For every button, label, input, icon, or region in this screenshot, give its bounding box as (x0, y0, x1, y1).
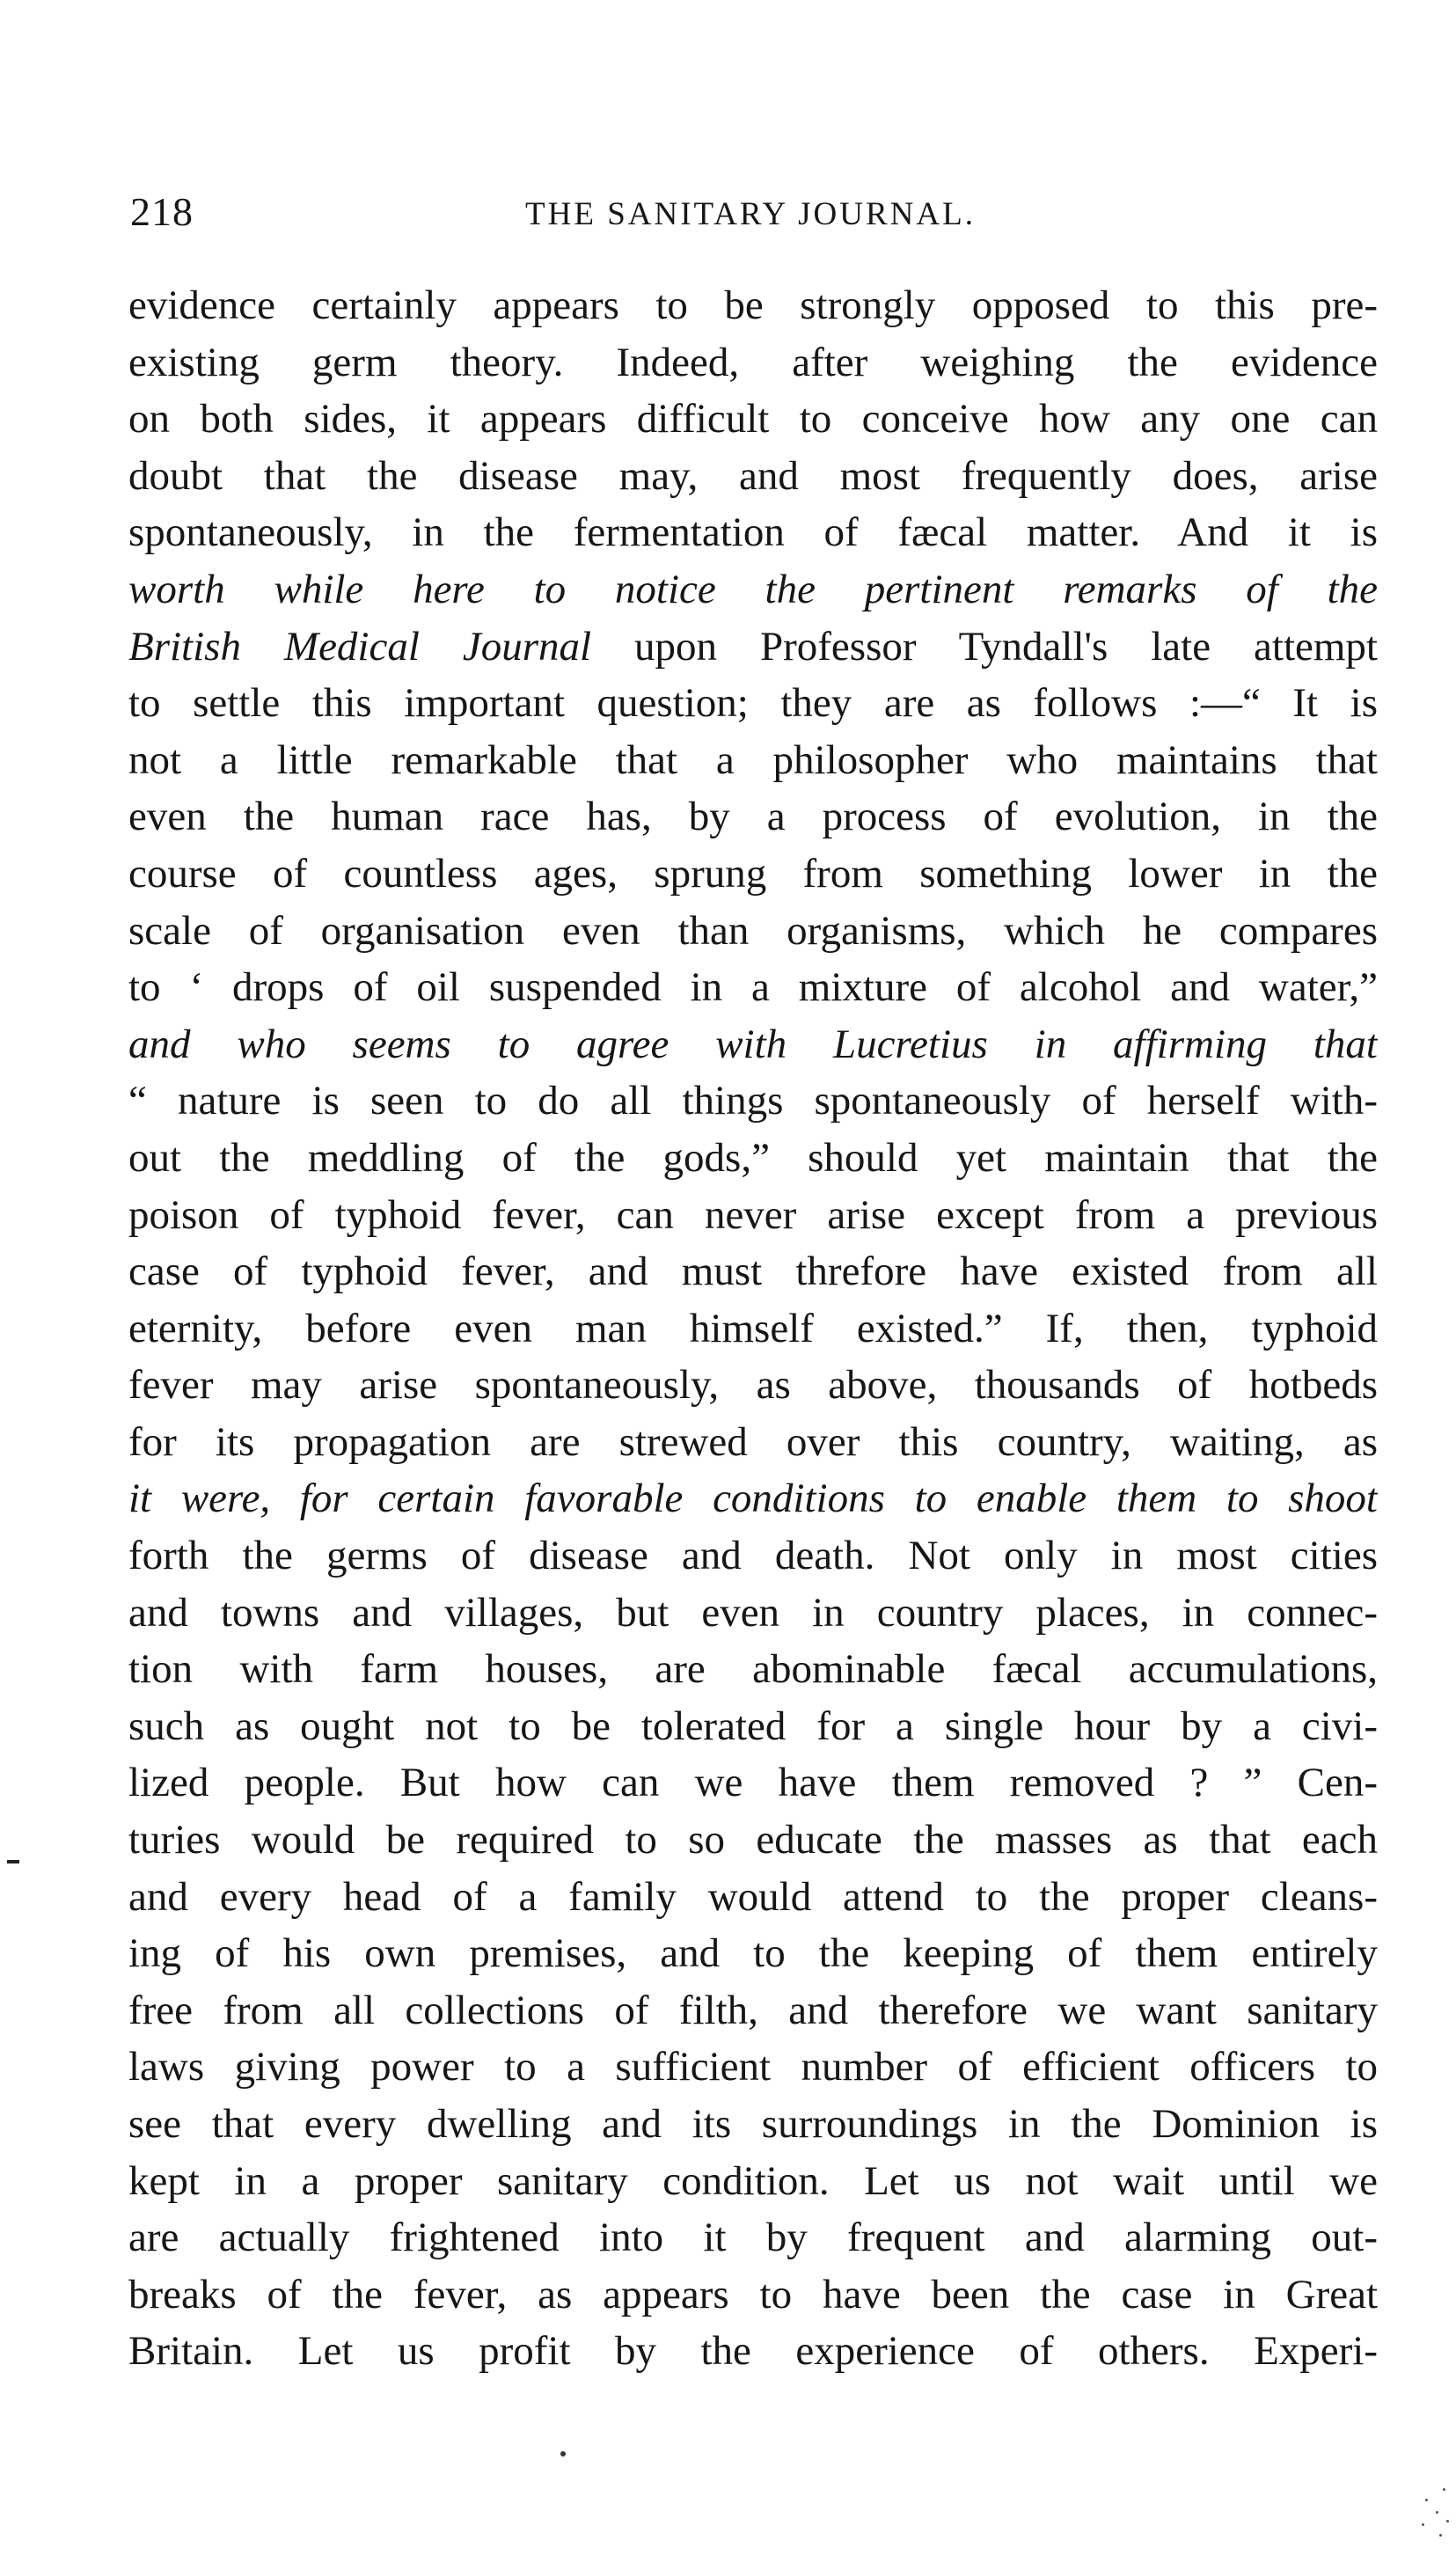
text-line: to settle this important question; they are as follows :—“ It is (128, 680, 1378, 727)
ink-dot-mark (560, 2451, 566, 2457)
text-line: kept in a proper sanitary condition. Let us not wait until we (128, 2157, 1378, 2204)
text-line: Britain. Let us profit by the experience of others. Experi- (128, 2328, 1378, 2375)
text-line-remainder: upon Professor Tyndall's late attempt (591, 623, 1378, 670)
text-line: eternity, before even man himself existed.” If, then, typhoid (128, 1305, 1378, 1351)
text-line: existing germ theory. Indeed, after weighing the evidence (128, 339, 1378, 385)
text-line: free from all collections of filth, and therefore we want sanitary (128, 1987, 1378, 2033)
text-line: laws giving power to a sufficient number of efficient officers to (128, 2044, 1378, 2090)
text-line: tion with farm houses, are abominable fæcal accumulations, (128, 1646, 1378, 1693)
text-line: “ nature is seen to do all things spontaneously of herself with- (128, 1078, 1378, 1124)
text-line: see that every dwelling and its surroundings in the Dominion is (128, 2101, 1378, 2147)
text-line (128, 619, 1378, 676)
text-line: and who seems to agree with Lucretius in affirming that (128, 1021, 1378, 1067)
scan-speckles (1416, 2481, 1452, 2552)
text-line: forth the germs of disease and death. Not only in most cities (128, 1533, 1378, 1579)
text-line: out the meddling of the gods,” should yet maintain that the (128, 1134, 1378, 1181)
text-line: fever may arise spontaneously, as above, thousands of hotbeds (128, 1362, 1378, 1409)
text-line: and towns and villages, but even in country places, in connec- (128, 1589, 1378, 1636)
text-line: ing of his own premises, and to the keeping of them entirely (128, 1930, 1378, 1977)
page-number: 218 (130, 189, 194, 234)
text-line: spontaneously, in the fermentation of fæcal matter. And it is (128, 509, 1378, 556)
body-text (128, 277, 1378, 2380)
margin-dash-mark (7, 1860, 19, 1863)
text-line: it were, for certain favorable conditions to enable them to shoot (128, 1475, 1378, 1522)
text-line: lized people. But how can we have them removed ? ” Cen- (128, 1760, 1378, 1806)
text-line: for its propagation are strewed over this country, waiting, as (128, 1418, 1378, 1465)
text-line: even the human race has, by a process of evolution, in the (128, 794, 1378, 840)
text-line: not a little remarkable that a philosopher who maintains that (128, 736, 1378, 783)
journal-title: THE SANITARY JOURNAL. (525, 196, 976, 232)
text-line: on both sides, it appears difficult to conceive how any one can (128, 396, 1378, 443)
text-line: evidence certainly appears to be strongly opposed to this pre- (128, 282, 1378, 328)
text-line: breaks of the fever, as appears to have been the case in Great (128, 2271, 1378, 2317)
text-line: course of countless ages, sprung from something lower in the (128, 850, 1378, 897)
journal-citation: British Medical Journal (128, 623, 592, 670)
text-line: turies would be required to so educate the masses as that each (128, 1817, 1378, 1863)
text-line: are actually frightened into it by frequent and alarming out- (128, 2215, 1378, 2261)
running-head (130, 188, 1371, 241)
text-line: to ‘ drops of oil suspended in a mixture of alcohol and water,” (128, 964, 1378, 1011)
text-line: such as ought not to be tolerated for a single hour by a civi- (128, 1702, 1378, 1749)
text-line: poison of typhoid fever, can never arise except from a previous (128, 1191, 1378, 1238)
text-line: scale of organisation even than organisms, which he compares (128, 907, 1378, 954)
text-line: and every head of a family would attend to the proper cleans- (128, 1873, 1378, 1920)
text-line: doubt that the disease may, and most frequently does, arise (128, 452, 1378, 499)
text-line: worth while here to notice the pertinent remarks of the (128, 566, 1378, 612)
text-line: case of typhoid fever, and must threfore have existed from all (128, 1248, 1378, 1295)
